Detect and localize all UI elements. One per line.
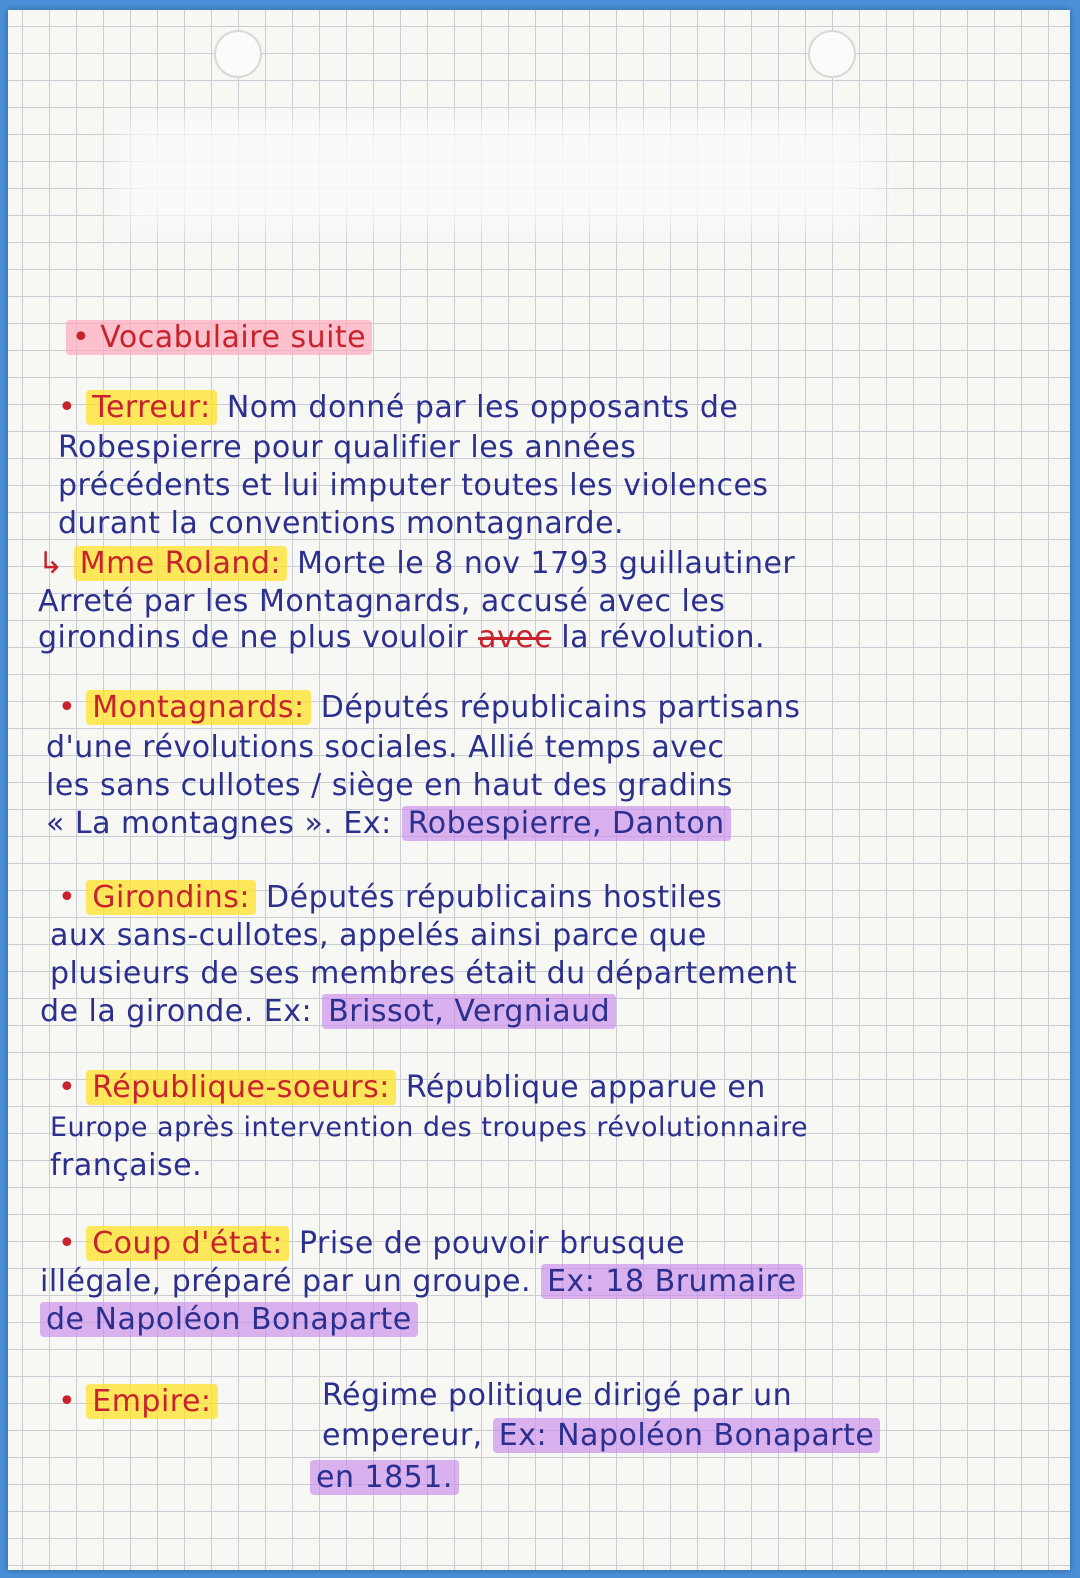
entry-roland-line-1: Arreté par les Montagnards, accusé avec les [38,584,726,619]
term-empire: Empire: [86,1384,217,1419]
entry-republiques-line-1: Europe après intervention des troupes révolutionnaire [50,1112,809,1143]
entry-terreur-line-2: précédents et lui imputer toutes les violences [58,468,769,503]
example-empire: Ex: Napoléon Bonaparte [493,1418,881,1453]
entry-terreur-line-1: Robespierre pour qualifier les années [58,430,637,465]
term-republiques: République-soeurs: [86,1070,396,1105]
term-coup: Coup d'état: [86,1226,289,1261]
entry-girondins-line-1: aux sans-cullotes, appelés ainsi parce que [50,918,707,953]
entry-empire-line-3 [310,1460,459,1496]
entry-roland-line-0: ↳ Mme Roland: Morte le 8 nov 1793 guillautiner [38,546,796,581]
binder-hole-right [808,30,856,78]
entry-republiques-line-2: française. [50,1148,203,1183]
entry-republiques-line-0: • République-soeurs: République apparue en [58,1070,766,1105]
crossed-word: avec [478,620,552,655]
blurred-header [118,120,878,230]
entry-coup-line-0: • Coup d'état: Prise de pouvoir brusque [58,1226,686,1261]
example-coup: Ex: 18 Brumaire [541,1264,803,1299]
example-empire-date: en 1851. [310,1460,459,1495]
example-coup-cont: de Napoléon Bonaparte [40,1302,418,1337]
entry-empire-line-0: • Empire: [58,1384,218,1420]
term-montagnards: Montagnards: [86,690,310,725]
entry-coup-line-2 [40,1302,418,1338]
entry-montagnards-line-1: d'une révolutions sociales. Allié temps avec [46,730,725,765]
term-terreur: Terreur: [86,390,217,425]
entry-montagnards-line-3: « La montagnes ». Ex: Robespierre, Danton [46,806,731,842]
entry-coup-line-1: illégale, préparé par un groupe. Ex: 18 Brumaire [40,1264,803,1300]
entry-montagnards-line-2: les sans cullotes / siège en haut des gradins [46,768,733,803]
entry-empire-line-1: Régime politique dirigé par un [322,1378,793,1413]
section-title: • Vocabulaire suite [66,320,372,356]
binder-hole-left [214,30,262,78]
section-title-text: Vocabulaire suite [100,320,367,355]
entry-terreur-line-3: durant la conventions montagnarde. [58,506,625,541]
entry-montagnards-line-0: • Montagnards: Députés républicains partisans [58,690,801,725]
entry-empire-line-2: empereur, Ex: Napoléon Bonaparte [322,1418,880,1454]
entry-girondins-line-0: • Girondins: Députés républicains hostiles [58,880,723,915]
example-girondins: Brissot, Vergniaud [322,994,616,1029]
entry-terreur-line-0: • Terreur: Nom donné par les opposants de [58,390,739,425]
entry-girondins-line-3: de la gironde. Ex: Brissot, Vergniaud [40,994,616,1030]
example-montagnards: Robespierre, Danton [402,806,731,841]
term-roland: Mme Roland: [74,546,287,581]
entry-girondins-line-2: plusieurs de ses membres était du département [50,956,798,991]
entry-roland-line-2: girondins de ne plus vouloir avec la révolution. [38,620,766,655]
term-girondins: Girondins: [86,880,256,915]
